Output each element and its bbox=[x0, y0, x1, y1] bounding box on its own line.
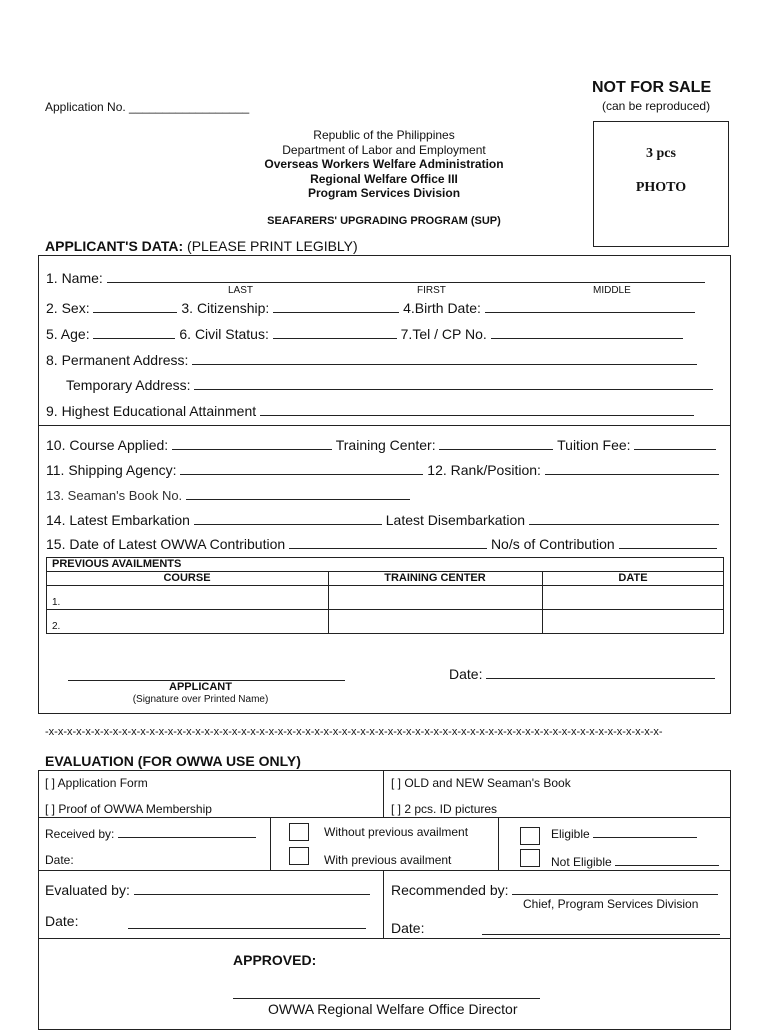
shipping-agency-row[interactable] bbox=[46, 461, 719, 478]
reproduced-note: (can be reproduced) bbox=[602, 99, 711, 113]
signature-note: (Signature over Printed Name) bbox=[132, 694, 269, 705]
latest-disembarkation-label: Latest Disembarkation bbox=[385, 512, 526, 528]
education-label: 9. Highest Educational Attainment bbox=[46, 403, 257, 419]
training-center-label: Training Center: bbox=[335, 437, 436, 453]
eval-column-line bbox=[270, 817, 271, 870]
citizenship-field[interactable] bbox=[273, 299, 399, 313]
not-eligible-row[interactable] bbox=[551, 853, 719, 869]
agency-block bbox=[234, 128, 534, 201]
cut-separator: -x-x-x-x-x-x-x-x-x-x-x-x-x-x-x-x-x-x-x-x-x-x-x-x-x-x-x-x-x-x-x-x-x-x-x-x-x-x-x-x-x-x-x-x-x-x-x-x-x-x-x-x-x-x-x-x-x-x-x-x-x-x-x-x-x-x-x- bbox=[45, 726, 663, 738]
received-by-label: Received by: bbox=[45, 827, 115, 841]
recommended-by-row[interactable] bbox=[391, 881, 718, 898]
recommended-date-label: Date: bbox=[391, 920, 425, 936]
applicant-data-heading bbox=[45, 238, 358, 254]
checklist-seaman-book[interactable]: [ ] OLD and NEW Seaman's Book bbox=[391, 776, 571, 790]
temporary-address-row[interactable] bbox=[66, 376, 713, 393]
previous-availments-title: PREVIOUS AVAILMENTS bbox=[52, 558, 182, 570]
eval-line bbox=[38, 938, 731, 939]
photo-box bbox=[593, 121, 729, 247]
eval-column-line bbox=[498, 817, 499, 870]
education-field[interactable] bbox=[260, 402, 694, 416]
rank-position-field[interactable] bbox=[545, 461, 719, 475]
evaluated-date-label: Date: bbox=[45, 913, 79, 929]
rank-position-label: 12. Rank/Position: bbox=[427, 462, 541, 478]
not-eligible-field[interactable] bbox=[615, 853, 719, 866]
eligible-checkbox[interactable] bbox=[520, 827, 540, 845]
name-field[interactable] bbox=[107, 269, 705, 283]
course-applied-field[interactable] bbox=[172, 436, 332, 450]
section-divider bbox=[38, 425, 731, 426]
civil-status-label: 6. Civil Status: bbox=[179, 326, 269, 342]
course-applied-label: 10. Course Applied: bbox=[46, 437, 169, 453]
program-title: SEAFARERS' UPGRADING PROGRAM (SUP) bbox=[267, 215, 501, 227]
permanent-address-field[interactable] bbox=[192, 351, 697, 365]
eligible-field[interactable] bbox=[593, 825, 697, 838]
citizenship-label: 3. Citizenship: bbox=[181, 300, 270, 316]
temporary-address-label: Temporary Address: bbox=[66, 377, 191, 393]
recommended-date-field[interactable] bbox=[482, 934, 720, 935]
with-previous-checkbox[interactable] bbox=[289, 847, 309, 865]
with-previous-label: With previous availment bbox=[324, 853, 452, 867]
owwa-contribution-label: 15. Date of Latest OWWA Contribution bbox=[46, 536, 286, 552]
agency-line-owwa: Overseas Workers Welfare Administration bbox=[264, 157, 504, 171]
training-center-field[interactable] bbox=[439, 436, 553, 450]
without-previous-label: Without previous availment bbox=[324, 825, 469, 839]
birth-date-field[interactable] bbox=[485, 299, 695, 313]
eval-column-line bbox=[383, 870, 384, 938]
tuition-fee-label: Tuition Fee: bbox=[557, 437, 631, 453]
table-row-number: 2. bbox=[52, 621, 61, 632]
shipping-agency-label: 11. Shipping Agency: bbox=[46, 462, 177, 478]
latest-disembarkation-field[interactable] bbox=[529, 511, 719, 525]
agency-line-division: Program Services Division bbox=[307, 186, 461, 200]
first-name-caption: FIRST bbox=[417, 285, 446, 296]
table-row-number: 1. bbox=[52, 597, 61, 608]
table-line bbox=[46, 609, 724, 610]
eval-column-line bbox=[383, 770, 384, 817]
owwa-contribution-row[interactable] bbox=[46, 535, 717, 552]
evaluated-by-label: Evaluated by: bbox=[45, 882, 130, 898]
applicant-caption: APPLICANT bbox=[169, 681, 232, 693]
latest-embarkation-label: 14. Latest Embarkation bbox=[46, 512, 190, 528]
birth-date-label: 4.Birth Date: bbox=[403, 300, 481, 316]
evaluated-by-field[interactable] bbox=[134, 881, 370, 895]
evaluated-by-row[interactable] bbox=[45, 881, 370, 898]
evaluation-title: EVALUATION (FOR OWWA USE ONLY) bbox=[45, 753, 301, 769]
embarkation-row[interactable] bbox=[46, 511, 719, 528]
sex-field[interactable] bbox=[93, 299, 177, 313]
seaman-book-field[interactable] bbox=[186, 486, 410, 500]
recommended-by-field[interactable] bbox=[512, 881, 718, 895]
tel-field[interactable] bbox=[491, 325, 683, 339]
print-legibly-note: (PLEASE PRINT LEGIBLY) bbox=[187, 238, 358, 254]
name-label: 1. Name: bbox=[46, 270, 103, 286]
column-header-course: COURSE bbox=[163, 572, 211, 584]
column-header-training-center: TRAINING CENTER bbox=[384, 572, 486, 584]
checklist-application-form[interactable]: [ ] Application Form bbox=[45, 776, 148, 790]
received-by-row[interactable] bbox=[45, 825, 256, 841]
not-for-sale-label: NOT FOR SALE bbox=[592, 79, 712, 96]
permanent-address-row[interactable] bbox=[46, 351, 697, 368]
agency-line-region: Regional Welfare Office III bbox=[310, 171, 458, 186]
agency-line-dole: Department of Labor and Employment bbox=[282, 142, 486, 157]
age-row[interactable] bbox=[46, 325, 683, 342]
middle-name-caption: MIDDLE bbox=[593, 285, 631, 296]
sex-row[interactable] bbox=[46, 299, 695, 316]
agency-line-republic: Republic of the Philippines bbox=[313, 128, 455, 142]
checklist-id-pictures[interactable]: [ ] 2 pcs. ID pictures bbox=[391, 802, 498, 816]
owwa-contribution-field[interactable] bbox=[289, 535, 487, 549]
not-eligible-label: Not Eligible bbox=[551, 855, 612, 869]
civil-status-field[interactable] bbox=[273, 325, 397, 339]
approved-label: APPROVED: bbox=[233, 952, 317, 968]
not-eligible-checkbox[interactable] bbox=[520, 849, 540, 867]
director-signature-line[interactable] bbox=[233, 998, 540, 999]
eligible-row[interactable] bbox=[551, 825, 697, 841]
checklist-proof-membership[interactable]: [ ] Proof of OWWA Membership bbox=[45, 802, 212, 816]
sex-label: 2. Sex: bbox=[46, 300, 90, 316]
seaman-book-row[interactable] bbox=[46, 486, 410, 503]
application-no-field[interactable]: Application No. __________________ bbox=[45, 100, 250, 114]
eligible-label: Eligible bbox=[551, 827, 590, 841]
applicant-data-label: APPLICANT'S DATA: bbox=[45, 238, 184, 254]
seaman-book-label: 13. Seaman's Book No. bbox=[46, 488, 183, 503]
signature-date-row[interactable] bbox=[449, 665, 715, 682]
recommended-by-label: Recommended by: bbox=[391, 882, 509, 898]
age-field[interactable] bbox=[93, 325, 175, 339]
permanent-address-label: 8. Permanent Address: bbox=[46, 352, 189, 368]
photo-label: PHOTO bbox=[635, 180, 687, 195]
column-header-date: DATE bbox=[618, 572, 648, 584]
name-row[interactable] bbox=[46, 269, 705, 286]
education-row[interactable] bbox=[46, 402, 694, 419]
chief-caption: Chief, Program Services Division bbox=[523, 897, 699, 911]
age-label: 5. Age: bbox=[46, 326, 90, 342]
tuition-fee-field[interactable] bbox=[634, 436, 716, 450]
tel-label: 7.Tel / CP No. bbox=[400, 326, 487, 342]
latest-embarkation-field[interactable] bbox=[194, 511, 382, 525]
course-applied-row[interactable] bbox=[46, 436, 716, 453]
received-by-field[interactable] bbox=[118, 825, 256, 838]
temporary-address-field[interactable] bbox=[194, 376, 713, 390]
director-caption: OWWA Regional Welfare Office Director bbox=[268, 1001, 518, 1017]
received-date-label[interactable]: Date: bbox=[45, 853, 74, 867]
last-name-caption: LAST bbox=[228, 285, 254, 296]
evaluated-date-field[interactable] bbox=[128, 928, 366, 929]
applicant-data-box bbox=[38, 255, 731, 714]
signature-date-label: Date: bbox=[449, 666, 483, 682]
eval-line bbox=[38, 817, 731, 818]
table-line bbox=[46, 585, 724, 586]
photo-qty: 3 pcs bbox=[646, 146, 676, 161]
eval-line bbox=[38, 870, 731, 871]
without-previous-checkbox[interactable] bbox=[289, 823, 309, 841]
nos-contribution-label: No/s of Contribution bbox=[490, 536, 615, 552]
signature-date-field[interactable] bbox=[486, 665, 715, 679]
shipping-agency-field[interactable] bbox=[180, 461, 423, 475]
nos-contribution-field[interactable] bbox=[619, 535, 717, 549]
